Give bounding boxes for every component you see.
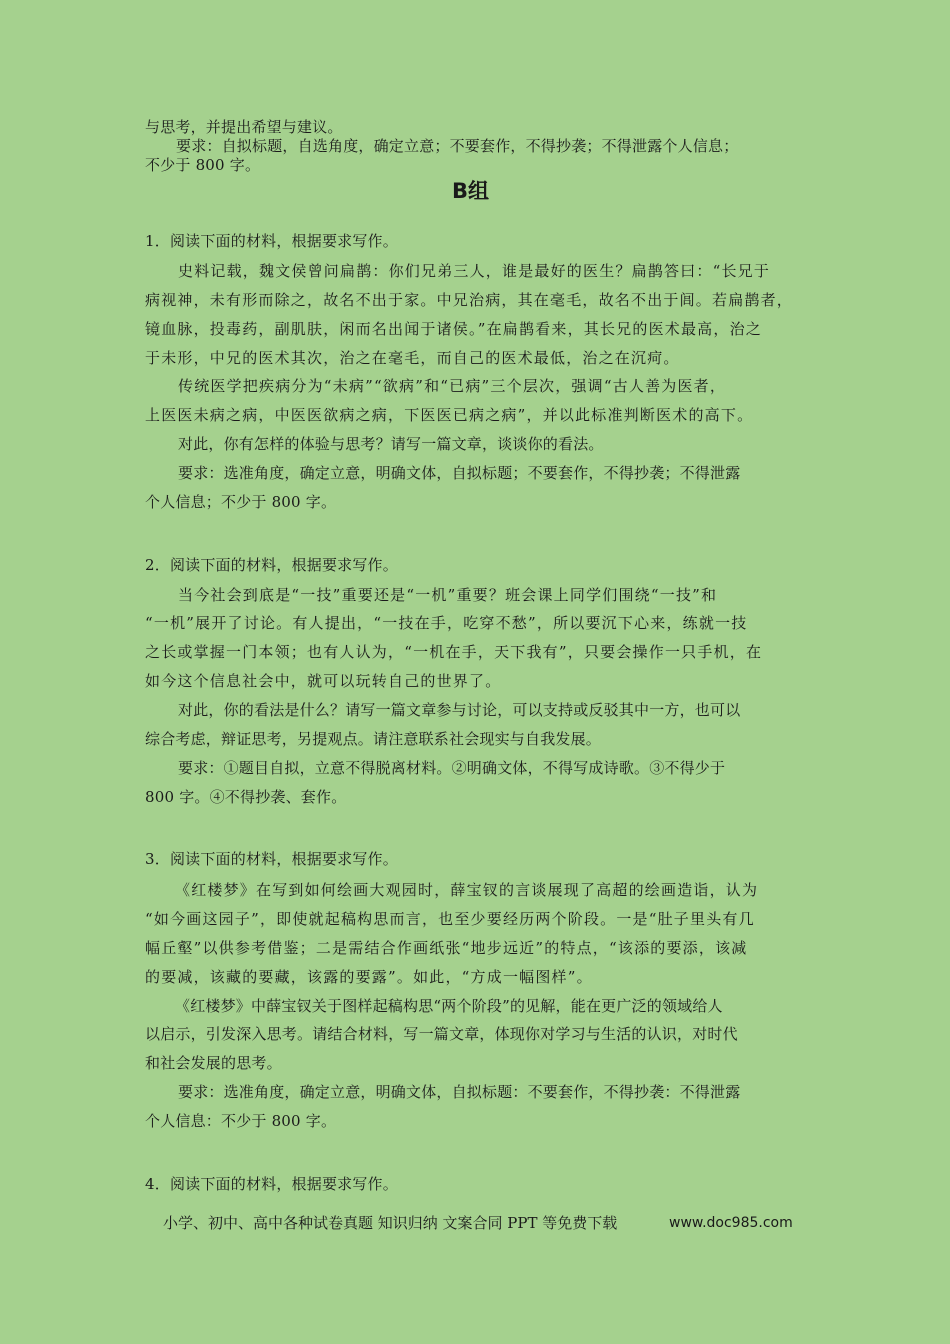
material-line: “一机”展开了讨论。有人提出，“一技在手，吃穿不愁”，所以要沉下心来，练就一技 (145, 614, 748, 632)
body-text-line: 与思考，并提出希望与建议。 (145, 118, 343, 136)
requirement-line: 要求：自拟标题，自选角度，确定立意；不要套作，不得抄袭；不得泄露个人信息； (176, 137, 739, 155)
material-line: 史料记载，魏文侯曾问扁鹊：你们兄弟三人，谁是最好的医生？扁鹊答曰：“长兄于 (178, 262, 771, 280)
material-line: 当今社会到底是“一技”重要还是“一机”重要？班会课上同学们围绕“一技”和 (178, 586, 718, 604)
group-heading: B组 (452, 179, 490, 203)
question-title: 3．阅读下面的材料，根据要求写作。 (145, 850, 398, 868)
material-line: 的要减，该藏的要藏，该露的要露”。如此，“方成一幅图样”。 (145, 968, 593, 986)
material-line: 病视神，未有形而除之，故名不出于家。中兄治病，其在毫毛，故名不出于闾。若扁鹊者， (145, 291, 794, 309)
material-line: “如今画这园子”，即使就起稿构思而言，也至少要经历两个阶段。一是“肚子里头有几 (145, 910, 755, 928)
prompt-line: 和社会发展的思考。 (145, 1054, 282, 1072)
prompt-line: 以启示，引发深入思考。请结合材料，写一篇文章，体现你对学习与生活的认识，对时代 (145, 1025, 738, 1043)
requirement-line: 800 字。④不得抄袭、套作。 (145, 788, 347, 806)
footer-url[interactable]: www.doc985.com (669, 1215, 793, 1231)
material-line: 镜血脉，投毒药，副肌肤，闲而名出闻于诸侯。”在扁鹊看来，其长兄的医术最高，治之 (145, 320, 762, 338)
requirement-line: 个人信息：不少于 800 字。 (145, 1112, 337, 1130)
material-line: 如今这个信息社会中，就可以玩转自己的世界了。 (145, 672, 502, 690)
material-line: 上医医未病之病，中医医欲病之病，下医医已病之病”，并以此标准判断医术的高下。 (145, 406, 754, 424)
question-title: 4．阅读下面的材料，根据要求写作。 (145, 1175, 398, 1193)
question-title: 1．阅读下面的材料，根据要求写作。 (145, 232, 398, 250)
question-title: 2．阅读下面的材料，根据要求写作。 (145, 556, 398, 574)
prompt-line: 对此，你的看法是什么？请写一篇文章参与讨论，可以支持或反驳其中一方，也可以 (178, 701, 741, 719)
requirement-line: 要求：选准角度，确定立意，明确文体，自拟标题；不要套作，不得抄袭；不得泄露 (178, 464, 741, 482)
requirement-line: 要求：①题目自拟，立意不得脱离材料。②明确文体，不得写成诗歌。③不得少于 (178, 759, 726, 777)
requirement-line: 不少于 800 字。 (145, 156, 261, 174)
material-line: 之长或掌握一门本领；也有人认为，“一机在手，天下我有”，只要会操作一只手机，在 (145, 643, 763, 661)
requirement-line: 个人信息；不少于 800 字。 (145, 493, 337, 511)
requirement-line: 要求：选准角度，确定立意，明确文体，自拟标题：不要套作，不得抄袭：不得泄露 (178, 1083, 741, 1101)
material-line: 于未形，中兄的医术其次，治之在毫毛，而自己的医术最低，治之在沉疴。 (145, 349, 680, 367)
prompt-line: 《红楼梦》中薛宝钗关于图样起稿构思“两个阶段”的见解，能在更广泛的领域给人 (175, 997, 723, 1015)
material-line: 幅丘壑”以供参考借鉴；二是需结合作画纸张“地步远近”的特点，“该添的要添，该减 (145, 939, 748, 957)
material-line: 传统医学把疾病分为“未病”“欲病”和“已病”三个层次，强调“古人善为医者， (178, 377, 727, 395)
prompt-line: 对此，你有怎样的体验与思考？请写一篇文章，谈谈你的看法。 (178, 435, 604, 453)
prompt-line: 综合考虑，辩证思考，另提观点。请注意联系社会现实与自我发展。 (145, 730, 602, 748)
material-line: 《红楼梦》在写到如何绘画大观园时，薛宝钗的言谈展现了高超的绘画造诣，认为 (175, 881, 759, 899)
footer-text: 小学、初中、高中各种试卷真题 知识归纳 文案合同 PPT 等免费下载 (163, 1214, 618, 1232)
